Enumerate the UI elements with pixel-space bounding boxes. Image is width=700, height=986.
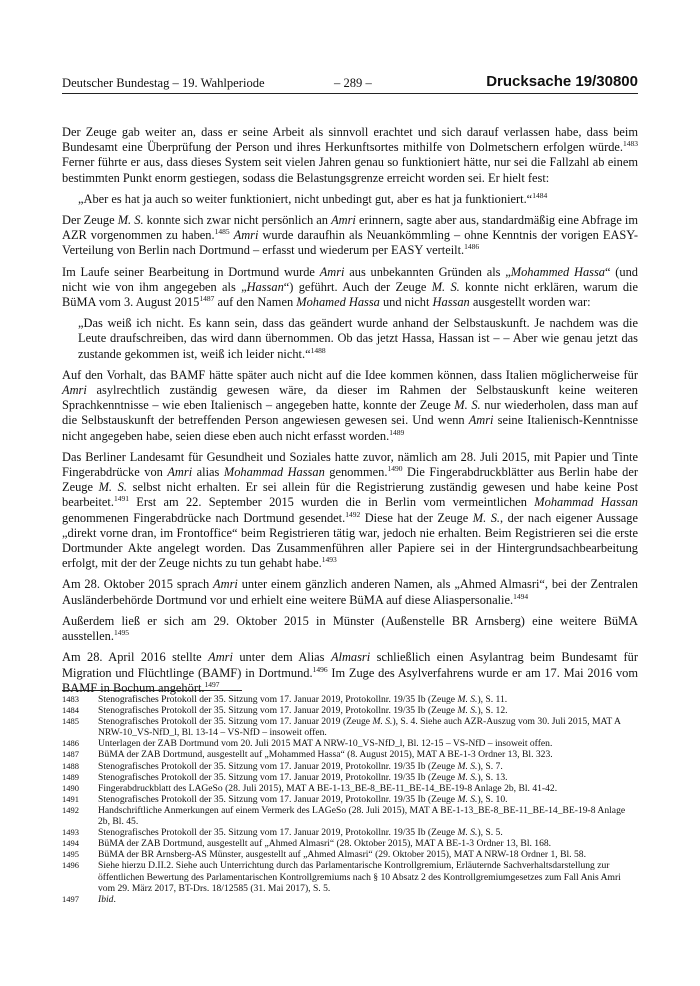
text-run: ), S. 12. — [477, 705, 508, 717]
text-run: ), S. 5. — [477, 827, 503, 839]
footnote-text — [98, 827, 638, 838]
footnote-number: 1496 — [62, 860, 79, 871]
footnote-number: 1488 — [62, 760, 79, 771]
footnote-ref: 1484 — [532, 190, 548, 200]
paragraph — [62, 265, 638, 311]
text-run: selbst nicht erhalten. Er sei allein für die Registrierung zuständig gewesen und habe keine Post bearbeitet. — [62, 480, 639, 510]
text-run: schließlich einen Asylantrag beim Bundesamt für Migration und Flüchtlinge (BAMF) in Dortmund. — [62, 650, 639, 680]
footnote — [62, 749, 638, 760]
text-run: und nicht — [379, 295, 433, 310]
text-run: Diese hat der Zeuge — [360, 510, 473, 525]
text-run: “ (und nicht wie von ihm angegeben als „ — [62, 264, 638, 294]
italic-text: M. S. — [457, 705, 478, 717]
text-run: Auf den Vorhalt, das BAMF hätte später auch nicht auf die Idee kommen können, dass Italien möglicherweise für — [62, 367, 638, 382]
italic-text: M. S. — [457, 793, 478, 805]
footnotes — [62, 694, 638, 905]
text-run: Stenografisches Protokoll der 35. Sitzung vom 17. Januar 2019 (Zeuge — [98, 716, 373, 728]
text-run: ausgestellt worden war: — [469, 295, 591, 310]
text-run: BüMA der ZAB Dortmund, ausgestellt auf „Ahmed Almasri“ (28. Oktober 2015), MAT A BE-1-3 Ordner 13, Bl. 168. — [98, 838, 552, 850]
footnote-ref: 1489 — [389, 427, 405, 437]
text-run: Stenografisches Protokoll der 35. Sitzung vom 17. Januar 2019, Protokollnr. 19/35 Ib (Zeuge — [98, 771, 458, 783]
italic-text: Ibid — [98, 893, 114, 905]
text-run: Stenografisches Protokoll der 35. Sitzung vom 17. Januar 2019, Protokollnr. 19/35 Ib (Zeuge — [98, 760, 458, 772]
italic-text: Hassan — [246, 279, 284, 294]
text-run: Stenografisches Protokoll der 35. Sitzung vom 17. Januar 2019, Protokollnr. 19/35 Ib (Zeuge — [98, 793, 458, 805]
text-run: Am 28. April 2016 stellte — [62, 650, 209, 665]
footnote-number: 1494 — [62, 838, 79, 849]
footnote-separator — [62, 690, 242, 691]
footnote-ref: 1485 — [214, 227, 230, 237]
footnote-number: 1487 — [62, 749, 79, 760]
italic-text: Amri — [213, 577, 238, 592]
text-run: Die Fingerabdruckblätter aus Berlin habe der Zeuge — [62, 465, 638, 495]
footnote-ref: 1486 — [464, 242, 480, 252]
text-run: aus unbekannten Gründen als „ — [344, 264, 511, 279]
text-run: konnte sich zwar nicht persönlich an — [143, 213, 332, 228]
paragraph — [62, 368, 638, 444]
footnote-number: 1483 — [62, 694, 79, 704]
footnote-number: 1493 — [62, 827, 79, 838]
footnote-text — [98, 772, 638, 783]
footnote-number: 1495 — [62, 849, 79, 860]
text-run: Siehe hierzu D.II.2. Siehe auch Unterrichtung durch das Parlamentarische Kontrollgremium, Erläuternde Sachverhaltsdarstellung zur öffentlichen Bewertung des Parlamentarischen Kontrollgremiums nach § 10 Absatz 2 des Kontrollgremiumgesetzes zum Fall Anis Amri vom 29. März 2017, BT-Drs. 18/12585 (31. Mai 2017), S. 5. — [98, 860, 621, 894]
text-run: BüMA der ZAB Dortmund, ausgestellt auf „Mohammed Hassa“ (8. August 2015), MAT A BE-1-3 Ordner 13, Bl. 323. — [98, 749, 553, 761]
text-run: Im Laufe seiner Bearbeitung in Dortmund wurde — [62, 264, 320, 279]
footnote-number: 1485 — [62, 716, 79, 727]
text-run: Stenografisches Protokoll der 35. Sitzung vom 17. Januar 2019, Protokollnr. 19/35 Ib (Zeuge — [98, 694, 458, 705]
document-number-bold: 30800 — [596, 73, 638, 90]
text-run: BüMA der BR Arnsberg-AS Münster, ausgestellt auf „Ahmed Almasri“ (29. Oktober 2015), MAT A NRW-18 Ordner 1, Bl. 58. — [98, 849, 586, 861]
footnote — [62, 849, 638, 860]
paragraph — [62, 450, 638, 572]
footnote — [62, 805, 638, 827]
footnote-ref: 1483 — [623, 139, 638, 149]
footnote-number: 1491 — [62, 793, 79, 804]
text-run: genommen. — [324, 465, 388, 480]
footnote-text — [98, 794, 638, 805]
text-run: konnte nicht erklären, warum die BüMA vom 3. August 2015 — [62, 279, 638, 310]
footnote — [62, 827, 638, 838]
text-run: unter dem Alias — [232, 650, 331, 665]
footnote-ref: 1494 — [513, 591, 529, 601]
page-number: – 289 – — [334, 76, 372, 90]
text-run: wurde daraufhin als Neuankömmling – ohne Kenntnis der vorigen EASY-Verteilung von Berlin nach Dortmund – erfasst und wiederum per EASY verteilt. — [62, 228, 638, 258]
footnote-ref: 1496 — [312, 664, 328, 674]
footnote-text — [98, 894, 638, 905]
footnote-text — [98, 783, 638, 794]
italic-text: M. S. — [457, 760, 478, 772]
text-run: „Das weiß ich nicht. Es kann sein, dass das geändert wurde anhand der Selbstauskunft. Je nachdem was die Leute draufschreiben, das wird dann übernommen. Ob das jetzt Hassa, Hassan ist – – Aber wie genau jetzt das zustande gekommen ist, weiß ich leider nicht.“ — [78, 316, 638, 361]
footnote — [62, 716, 638, 738]
footnote — [62, 783, 638, 794]
footnote-number: 1484 — [62, 705, 79, 716]
text-run: ), S. 10. — [477, 793, 508, 805]
italic-text: Amri — [468, 413, 494, 428]
text-run: Unterlagen der ZAB Dortmund vom 20. Juli 2015 MAT A NRW-10_VS-NfD_l, Bl. 12-15 – VS-NfD – insoweit offen. — [98, 738, 553, 750]
italic-text: M. S. — [372, 716, 393, 728]
text-run: Am 28. Oktober 2015 sprach — [62, 577, 214, 592]
text-run: Der Zeuge gab weiter an, dass er seine Arbeit als sinnvoll erachtet und sich darauf verlassen habe, dass beim Bundesamt eine Überprüfung der Person und ihres Herkunftsortes mithilfe von Dolmetschern erfolgen würde. — [62, 125, 638, 155]
italic-text: Mohammed Hassa — [510, 264, 605, 279]
paragraph — [62, 125, 638, 186]
text-run: Erst am 22. September 2015 wurden die in Berlin vom vermeintlichen — [128, 495, 535, 510]
italic-text: M. S. — [457, 827, 478, 839]
text-run: seine Italienisch-Kenntnisse nicht angegeben habe, seien diese eben auch nicht erfasst worden. — [62, 413, 638, 443]
footnote-number: 1497 — [62, 893, 79, 904]
footnote-number: 1490 — [62, 782, 79, 793]
footnote-number: 1492 — [62, 804, 79, 815]
footnote-text — [98, 705, 638, 716]
block-quote — [78, 316, 638, 362]
text-run: Fingerabdruckblatt des LAGeSo (28. Juli 2015), MAT A BE-1-13_BE-8_BE-11_BE-14_BE-19-8 Anlage 2b, Bl. 41-42. — [98, 782, 558, 794]
footnote-text — [98, 694, 638, 705]
footnote-number: 1486 — [62, 738, 79, 749]
text-run: unter einem gänzlich anderen Namen, als „Ahmed Almasri“, bei der Zentralen Ausländerbehörde Dortmund vor und erhielt eine weitere BüMA auf diese Aliaspersonalie. — [62, 577, 638, 607]
text-run: ), S. 4. Siehe auch AZR-Auszug vom 30. Juli 2015, MAT A NRW-10_VS-NfD_l, Bl. 13-14 – VS-NfD – insoweit offen. — [98, 716, 621, 739]
italic-text: Amri — [62, 383, 87, 398]
text-run: genommenen Fingerabdrücke nach Dortmund gesendet. — [62, 510, 346, 525]
page-header — [62, 73, 638, 94]
text-run: erinnern, sagte aber aus, standardmäßig eine Abfrage im AZR vorgenommen zu haben. — [62, 213, 638, 243]
italic-text: M. S. — [454, 398, 481, 413]
block-quote — [78, 192, 638, 207]
footnote — [62, 772, 638, 783]
italic-text: M. S. — [117, 213, 144, 228]
italic-text: M. S. — [98, 480, 127, 495]
italic-text: Mohammad Hassan — [534, 495, 638, 510]
footnote-ref: 1495 — [113, 628, 129, 638]
footnote-text — [98, 805, 638, 827]
footnote — [62, 794, 638, 805]
text-run: Im Zuge des Asylverfahrens wurde er am 17. Mai 2016 vom BAMF in Bochum angehört. — [62, 665, 638, 695]
footnote-ref: 1488 — [310, 345, 326, 355]
text-run: , der nach eigener Aussage „direkt vorne dran, im Frontoffice“ beim Registrieren tätig war, jedoch nie erhalten. Beim Registrieren sei die erste Dortmunder Akte angelegt worden. Das Zusammenführen aller Papiere sei in der Hintergrundsachbearbeitung erfolgt, mit der der Zeuge nichts zu tun gehabt habe. — [62, 510, 639, 571]
text-run: Stenografisches Protokoll der 35. Sitzung vom 17. Januar 2019, Protokollnr. 19/35 Ib (Zeuge — [98, 705, 458, 717]
text-run: . — [113, 893, 116, 905]
footnote — [62, 738, 638, 749]
document-number-prefix: Drucksache 19/ — [486, 73, 597, 90]
footnote-text — [98, 749, 638, 760]
footnote — [62, 694, 638, 705]
footnote-text — [98, 761, 638, 772]
italic-text: Mohamed Hassa — [296, 295, 380, 310]
text-run: nur wiederholen, dass man auf die Selbstauskunft der betreffenden Person angewiesen gewesen sei. Und wenn — [62, 398, 638, 428]
footnote-text — [98, 849, 638, 860]
italic-text: Almasri — [330, 650, 371, 665]
footnote-ref: 1487 — [199, 294, 215, 304]
footnote-ref: 1490 — [387, 464, 403, 474]
text-run: Stenografisches Protokoll der 35. Sitzung vom 17. Januar 2019, Protokollnr. 19/35 Ib (Zeuge — [98, 827, 458, 839]
footnote-ref: 1492 — [345, 509, 361, 519]
text-run: ), S. 7. — [477, 760, 503, 772]
footnote-ref: 1491 — [113, 494, 129, 504]
italic-text: Amri — [331, 213, 356, 228]
paragraph — [62, 614, 638, 644]
text-run: alias — [192, 465, 224, 480]
footnote — [62, 761, 638, 772]
text-run: Außerdem ließ er sich am 29. Oktober 2015 in Münster (Außenstelle BR Arnsberg) eine weitere BüMA ausstellen. — [62, 613, 638, 644]
text-run: auf den Namen — [214, 295, 297, 310]
footnote-text — [98, 860, 638, 893]
footnote-ref: 1493 — [321, 555, 337, 565]
footnote — [62, 705, 638, 716]
italic-text: Mohammad Hassan — [223, 465, 325, 480]
italic-text: Amri — [208, 650, 233, 665]
text-run: Ferner führte er aus, dass dieses System seit vielen Jahren genau so funktioniert hätte, nur sei die Fallzahl ab einem bestimmten Punkt enorm gestiegen, sodass die Belastungsgrenze erreicht worden sei. Er hielt fest: — [62, 155, 638, 185]
text-run: Der Zeuge — [62, 213, 118, 228]
italic-text: Amri — [233, 228, 259, 243]
footnote-number: 1489 — [62, 771, 79, 782]
italic-text: M. S. — [472, 510, 500, 525]
footnote-text — [98, 738, 638, 749]
paragraph — [62, 213, 638, 259]
text-run: „Aber es hat ja auch so weiter funktioniert, nicht unbedingt gut, aber es hat ja funktioniert.“ — [78, 191, 533, 206]
text-run: ), S. 13. — [477, 771, 508, 783]
header-publication: Deutscher Bundestag – 19. Wahlperiode — [62, 76, 265, 90]
text-run: Das Berliner Landesamt für Gesundheit und Soziales hatte zuvor, nämlich am 28. Juli 2015, mit Papier und Tinte Fingerabdrücke von — [62, 449, 638, 480]
text-run: ), S. 11. — [477, 694, 508, 705]
footnote — [62, 860, 638, 893]
document-number — [486, 73, 638, 90]
italic-text: M. S. — [431, 279, 460, 294]
footnote-ref: 1497 — [204, 679, 220, 689]
italic-text: Amri — [319, 264, 345, 279]
footnote — [62, 894, 638, 905]
italic-text: Amri — [167, 465, 193, 480]
main-text — [62, 125, 638, 702]
text-run: asylrechtlich zuständig gewesen wäre, da dieser im Rahmen der Selbstauskunft keine weiteren Sprachkenntnisse – wie eben Italienisch – angegeben hatte, konnte der Zeuge — [62, 383, 638, 413]
paragraph — [62, 577, 638, 607]
footnote-text — [98, 838, 638, 849]
italic-text: M. S. — [457, 694, 478, 705]
footnote — [62, 838, 638, 849]
italic-text: M. S. — [457, 771, 478, 783]
text-run: Handschriftliche Anmerkungen auf einem Vermerk des LAGeSo (28. Juli 2015), MAT A BE-1-13_BE-8_BE-11_BE-14_BE-19-8 Anlage 2b, Bl. 45. — [98, 804, 626, 828]
text-run: “) geführt. Auch der Zeuge — [283, 279, 432, 294]
footnote-text — [98, 716, 638, 738]
italic-text: Hassan — [432, 295, 470, 310]
